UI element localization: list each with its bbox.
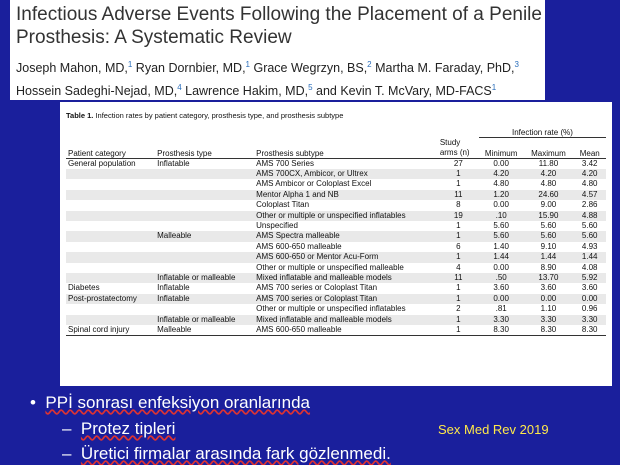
cell-prosthesis-subtype: AMS 600-650 malleable bbox=[256, 241, 342, 251]
cell-maximum: 3.30 bbox=[523, 315, 573, 325]
table-caption bbox=[66, 111, 343, 120]
cell-minimum: .81 bbox=[495, 304, 507, 314]
cell-prosthesis-type bbox=[155, 169, 254, 179]
cell-prosthesis-subtype: AMS 600-650 malleable bbox=[254, 325, 438, 336]
cell-patient-category bbox=[66, 221, 155, 231]
cell-maximum: 8.90 bbox=[540, 262, 557, 272]
cell-mean: 4.08 bbox=[581, 262, 598, 272]
header-prosthesis-subtype: Prosthesis subtype bbox=[254, 138, 438, 159]
cell-mean: 4.20 bbox=[573, 169, 606, 179]
cell-study-arms: 1 bbox=[456, 179, 461, 189]
cell-mean: 4.80 bbox=[581, 179, 598, 189]
bullet-item bbox=[30, 393, 310, 413]
bullet-item bbox=[62, 419, 175, 439]
author-name: and Kevin T. McVary, MD-FACS bbox=[312, 84, 492, 99]
cell-patient-category bbox=[66, 252, 155, 262]
header-mean: Mean bbox=[573, 138, 606, 159]
cell-study-arms: 1 bbox=[438, 169, 479, 179]
cell-study-arms: 8 bbox=[456, 200, 461, 210]
cell-prosthesis-subtype: AMS 700 series or Coloplast Titan bbox=[254, 294, 438, 304]
cell-study-arms: 4 bbox=[456, 262, 461, 272]
cell-patient-category bbox=[66, 190, 155, 200]
table-row bbox=[66, 211, 606, 221]
cell-prosthesis-type bbox=[155, 221, 254, 231]
header-spacer bbox=[438, 124, 479, 138]
cell-prosthesis-subtype: Mixed inflatable and malleable models bbox=[254, 273, 438, 283]
cell-mean: 4.88 bbox=[573, 211, 606, 221]
table-row bbox=[66, 200, 606, 210]
cell-patient-category: Post-prostatectomy bbox=[66, 294, 155, 304]
cell-minimum: 8.30 bbox=[479, 325, 524, 336]
table-row bbox=[66, 179, 606, 189]
cell-prosthesis-type bbox=[155, 242, 254, 252]
cell-prosthesis-type bbox=[155, 190, 254, 200]
table-row bbox=[66, 158, 606, 169]
cell-mean: 0.00 bbox=[573, 294, 606, 304]
cell-prosthesis-type: Inflatable or malleable bbox=[155, 273, 254, 283]
author-affiliation: 4 bbox=[177, 83, 182, 93]
author-affiliation: 2 bbox=[367, 60, 372, 69]
table-caption-label: Table 1. bbox=[66, 111, 94, 120]
cell-prosthesis-subtype: AMS 700CX, Ambicor, or Ultrex bbox=[254, 169, 438, 179]
cell-minimum: 0.00 bbox=[493, 200, 509, 210]
author-affiliation: 5 bbox=[308, 83, 313, 93]
header-patient-category: Patient category bbox=[66, 138, 155, 159]
cell-mean: 5.60 bbox=[581, 220, 598, 230]
cell-prosthesis-type: Inflatable bbox=[155, 294, 254, 304]
cell-maximum: 24.60 bbox=[523, 190, 573, 200]
cell-maximum: 3.60 bbox=[540, 283, 557, 293]
cell-minimum: 0.00 bbox=[493, 158, 509, 168]
cell-minimum: 1.40 bbox=[493, 241, 509, 251]
author-name: Ryan Dornbier, MD, bbox=[132, 61, 246, 76]
cell-prosthesis-type: Malleable bbox=[155, 231, 254, 241]
cell-patient-category bbox=[66, 231, 155, 241]
cell-prosthesis-type bbox=[155, 179, 254, 189]
cell-study-arms: 11 bbox=[438, 190, 479, 200]
author-affiliation: 1 bbox=[491, 83, 497, 93]
cell-prosthesis-type bbox=[155, 211, 254, 221]
author-name: Joseph Mahon, MD, bbox=[16, 61, 128, 76]
cell-patient-category bbox=[66, 263, 155, 273]
cell-prosthesis-subtype: Unspecified bbox=[256, 220, 298, 230]
cell-study-arms: 27 bbox=[453, 158, 463, 168]
cell-patient-category bbox=[66, 315, 155, 325]
cell-mean: 2.86 bbox=[581, 200, 598, 210]
cell-patient-category bbox=[66, 304, 155, 314]
cell-mean: 5.92 bbox=[573, 273, 606, 283]
cell-prosthesis-subtype: AMS Spectra malleable bbox=[254, 231, 438, 241]
header-spacer bbox=[66, 124, 155, 138]
cell-prosthesis-type: Malleable bbox=[155, 325, 254, 336]
cell-prosthesis-type bbox=[155, 200, 254, 210]
cell-prosthesis-subtype: AMS 700 Series bbox=[256, 158, 314, 168]
infection-rate-table bbox=[66, 124, 606, 336]
cell-patient-category bbox=[66, 242, 155, 252]
cell-mean: 4.57 bbox=[573, 190, 606, 200]
table-row bbox=[66, 304, 606, 314]
table-row bbox=[66, 221, 606, 231]
author-name: Martha M. Faraday, PhD, bbox=[371, 61, 515, 76]
cell-maximum: 8.30 bbox=[523, 325, 573, 336]
cell-maximum: 11.80 bbox=[538, 158, 559, 168]
cell-study-arms: 2 bbox=[456, 304, 461, 314]
table-row bbox=[66, 231, 606, 241]
author-affiliation: 1 bbox=[245, 60, 250, 69]
header-spacer bbox=[155, 124, 254, 138]
cell-prosthesis-subtype: Other or multiple or unspecified inflatables bbox=[256, 304, 406, 314]
cell-study-arms: 1 bbox=[438, 231, 479, 241]
cell-study-arms: 1 bbox=[438, 252, 479, 262]
cell-prosthesis-subtype: AMS Ambicor or Coloplast Excel bbox=[256, 179, 372, 189]
cell-prosthesis-subtype: Mixed inflatable and malleable models bbox=[254, 315, 438, 325]
table-row bbox=[66, 169, 606, 179]
cell-patient-category bbox=[66, 200, 155, 210]
cell-study-arms: 1 bbox=[438, 315, 479, 325]
cell-maximum: 0.00 bbox=[523, 294, 573, 304]
cell-patient-category: Diabetes bbox=[68, 283, 100, 293]
cell-prosthesis-subtype: Mentor Alpha 1 and NB bbox=[254, 190, 438, 200]
table-row bbox=[66, 242, 606, 252]
cell-minimum: 1.44 bbox=[479, 252, 524, 262]
cell-study-arms: 6 bbox=[456, 241, 461, 251]
cell-minimum: 3.30 bbox=[479, 315, 524, 325]
cell-study-arms: 11 bbox=[438, 273, 479, 283]
header-minimum: Minimum bbox=[479, 138, 524, 159]
cell-minimum: 0.00 bbox=[493, 262, 509, 272]
cell-maximum: 15.90 bbox=[523, 211, 573, 221]
table-row bbox=[66, 315, 606, 325]
cell-minimum: 1.20 bbox=[479, 190, 524, 200]
cell-prosthesis-type: Inflatable bbox=[157, 158, 190, 168]
cell-patient-category bbox=[66, 169, 155, 179]
table-row bbox=[66, 263, 606, 273]
table-row bbox=[66, 252, 606, 262]
paper-title: Infectious Adverse Events Following the Placement of a Penile Prosthesis: A Systematic Review bbox=[16, 4, 542, 48]
cell-maximum: 5.60 bbox=[523, 231, 573, 241]
cell-minimum: 0.00 bbox=[479, 294, 524, 304]
bullet-text: Üretici firmalar arasında fark gözlenmedi. bbox=[80, 444, 391, 463]
header-prosthesis-type: Prosthesis type bbox=[155, 138, 254, 159]
cell-maximum: 5.60 bbox=[540, 220, 557, 230]
cell-prosthesis-type: Inflatable bbox=[157, 283, 190, 293]
cell-minimum: 4.20 bbox=[479, 169, 524, 179]
table-caption-text: Infection rates by patient category, prosthesis type, and prosthesis subtype bbox=[93, 111, 344, 120]
cell-prosthesis-subtype: AMS 600-650 or Mentor Acu-Form bbox=[254, 252, 438, 262]
cell-mean: 8.30 bbox=[573, 325, 606, 336]
author-affiliation: 1 bbox=[127, 60, 133, 69]
cell-mean: 0.96 bbox=[581, 304, 598, 314]
header-infection-rate: Infection rate (%) bbox=[479, 124, 606, 138]
bullet-marker: – bbox=[62, 419, 72, 438]
cell-maximum: 1.10 bbox=[540, 304, 557, 314]
infection-rate-table-panel bbox=[60, 102, 612, 386]
table-row bbox=[66, 325, 606, 336]
header-study-arms: Study arms (n) bbox=[438, 138, 479, 159]
cell-mean: 4.93 bbox=[581, 241, 598, 251]
cell-patient-category: General population bbox=[68, 158, 136, 168]
author-affiliation: 3 bbox=[514, 60, 519, 69]
header-maximum: Maximum bbox=[523, 138, 573, 159]
paper-header bbox=[10, 0, 545, 100]
cell-minimum: 5.60 bbox=[479, 231, 524, 241]
cell-maximum: 9.10 bbox=[540, 241, 557, 251]
cell-study-arms: 19 bbox=[438, 211, 479, 221]
cell-prosthesis-subtype: Other or multiple or unspecified inflatables bbox=[254, 211, 438, 221]
bullet-marker: • bbox=[30, 393, 36, 412]
cell-prosthesis-subtype: AMS 700 series or Coloplast Titan bbox=[256, 283, 378, 293]
cell-minimum: .10 bbox=[479, 211, 524, 221]
cell-prosthesis-type bbox=[155, 252, 254, 262]
cell-study-arms: 1 bbox=[456, 283, 461, 293]
table-row bbox=[66, 190, 606, 200]
cell-prosthesis-type bbox=[155, 263, 254, 273]
bullet-text: PPİ sonrası enfeksiyon oranlarında bbox=[45, 393, 311, 412]
author-name: Lawrence Hakim, MD, bbox=[181, 84, 309, 99]
bullet-item bbox=[62, 444, 391, 464]
cell-prosthesis-type bbox=[155, 304, 254, 314]
cell-patient-category bbox=[66, 211, 155, 221]
cell-prosthesis-subtype: Coloplast Titan bbox=[256, 200, 310, 210]
author-list bbox=[16, 55, 544, 101]
cell-mean: 3.60 bbox=[581, 283, 598, 293]
author-name: Grace Wegrzyn, BS, bbox=[250, 61, 368, 76]
cell-patient-category: Spinal cord injury bbox=[66, 325, 155, 336]
cell-study-arms: 1 bbox=[438, 325, 479, 336]
cell-mean: 3.42 bbox=[581, 158, 598, 168]
cell-maximum: 4.20 bbox=[523, 169, 573, 179]
cell-patient-category bbox=[66, 179, 155, 189]
author-name: Hossein Sadeghi-Nejad, MD, bbox=[16, 84, 178, 99]
cell-mean: 3.30 bbox=[573, 315, 606, 325]
cell-study-arms: 1 bbox=[438, 294, 479, 304]
cell-study-arms: 1 bbox=[456, 220, 461, 230]
cell-maximum: 1.44 bbox=[523, 252, 573, 262]
table-row bbox=[66, 283, 606, 293]
cell-mean: 5.60 bbox=[573, 231, 606, 241]
cell-prosthesis-type: Inflatable or malleable bbox=[155, 315, 254, 325]
header-spacer bbox=[254, 124, 438, 138]
cell-minimum: .50 bbox=[479, 273, 524, 283]
bullet-text: Protez tipleri bbox=[80, 419, 176, 438]
table-row bbox=[66, 273, 606, 283]
cell-maximum: 4.80 bbox=[540, 179, 557, 189]
cell-minimum: 5.60 bbox=[493, 220, 509, 230]
reference-citation: Sex Med Rev 2019 bbox=[438, 422, 549, 437]
bullet-marker: – bbox=[62, 444, 72, 463]
cell-minimum: 4.80 bbox=[493, 179, 509, 189]
cell-maximum: 13.70 bbox=[523, 273, 573, 283]
cell-prosthesis-subtype: Other or multiple or unspecified malleable bbox=[256, 262, 404, 272]
cell-minimum: 3.60 bbox=[493, 283, 509, 293]
cell-mean: 1.44 bbox=[573, 252, 606, 262]
cell-patient-category bbox=[66, 273, 155, 283]
table-row bbox=[66, 294, 606, 304]
cell-maximum: 9.00 bbox=[540, 200, 557, 210]
